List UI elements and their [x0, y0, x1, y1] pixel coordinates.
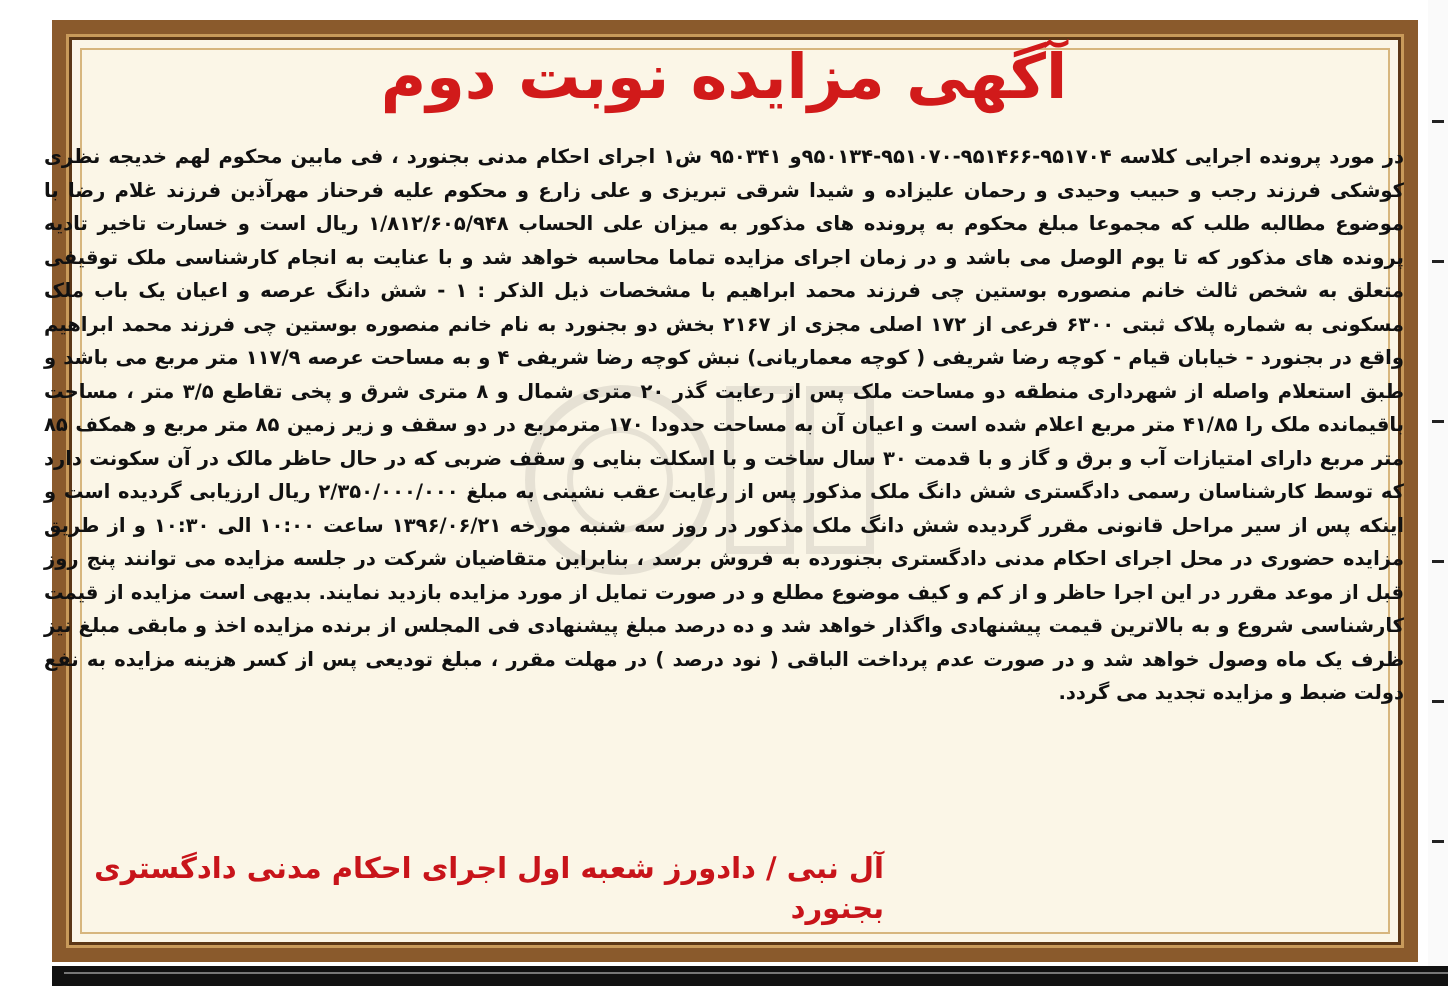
- adjacent-page-edge: [1428, 0, 1448, 966]
- notice-title: آگهی مزایده نوبت دوم: [380, 40, 1068, 113]
- notice-signature: آل نبی / دادورز شعبه اول اجرای احکام مدنی دادگستری بجنورد: [94, 851, 884, 925]
- notice-body: در مورد پرونده اجرایی کلاسه ۹۵۱۷۰۴-۹۵۱۴۶۶-۹۵۱۰۷۰-۹۵۰۱۳۴و ۹۵۰۳۴۱ ش۱ اجرای احکام مدنی بجنورد ، فی مابین محکوم لهم خدیجه نظری کوشکی فرزند رجب و حبیب وحیدی و رحمان علیزاده و شیدا شرقی تبریزی و علی زارع و محکوم علیه فرحناز مهرآذین فرزند غلام رضا با موضوع مطالبه طلب که مجموعا مبلغ محکوم به پرونده های مذکور به میزان علی الحساب ۱/۸۱۲/۶۰۵/۹۴۸ ریال است و خسارت تاخیر تادیه پرونده های مذکور که تا یوم الوصل می باشد و در زمان اجرای مزایده تماما محاسبه خواهد شد و با عنایت به انجام کارشناسی ملک توقیفی متعلق به شخص ثالث خانم منصوره بوستین چی فرزند محمد ابراهیم با مشخصات ذیل الذکر : ۱ - شش دانگ عرصه و اعیان یک باب ملک مسکونی به شماره پلاک ثبتی ۶۳۰۰ فرعی از ۱۷۲ اصلی مجزی از ۲۱۶۷ بخش دو بجنورد به نام خانم منصوره بوستین چی فرزند محمد ابراهیم واقع در بجنورد - خیابان قیام - کوچه رضا شریفی ( کوچه معماریانی) نبش کوچه رضا شریفی ۴ و به مساحت عرصه ۱۱۷/۹ متر مربع می باشد و طبق استعلام واصله از شهرداری منطقه دو مساحت ملک پس از رعایت گذر ۲۰ متری شمال و ۸ متری شرق و پخی تقاطع ۳/۵ متر ، مساحت باقیمانده ملک را ۴۱/۸۵ متر مربع اعلام شده است و اعیان آن به مساحت حدودا ۱۷۰ مترمربع در دو سقف و زیر زمین ۸۵ متر مربع و همکف ۸۵ متر مربع دارای امتیازات آب و برق و گاز و با قدمت ۳۰ سال ساخت و با اسکلت بنایی و سقف ضربی که در حال حاظر مالک در آن سکونت دارد که توسط کارشناسان رسمی دادگستری شش دانگ ملک مذکور پس از رعایت عقب نشینی به مبلغ ۲/۳۵۰/۰۰۰/۰۰۰ ریال ارزیابی گردیده است و اینکه پس از سیر مراحل قانونی مقرر گردیده شش دانگ ملک مذکور در روز سه شنبه مورخه ۱۳۹۶/۰۶/۲۱ ساعت ۱۰:۰۰ الی ۱۰:۳۰ و از طریق مزایده حضوری در محل اجرای احکام مدنی دادگستری بجنورده به فروش برسد ، بنابراین متقاضیان شرکت در جلسه مزایده می توانند پنج روز قبل از موعد مقرر در این اجرا حاظر و از کم و کیف موضوع مطلع و در صورت تمایل از مورد مزایده بازدید نمایند. بدیهی است مزایده از قیمت کارشناسی شروع و به بالاترین قیمت پیشنهادی واگذار خواهد شد و ده درصد مبلغ پیشنهادی فی المجلس از برنده مزایده اخذ و مابقی مبلغ نیز ظرف یک ماه وصول خواهد شد و در صورت عدم پرداخت الباقی ( نود درصد ) در مهلت مقرر ، مبلغ تودیعی پس از کسر هزینه مزایده به نفع دولت ضبط و مزایده تجدید می گردد.: [44, 145, 1405, 704]
- bottom-border: [52, 966, 1448, 986]
- bottom-rule: [64, 972, 1448, 974]
